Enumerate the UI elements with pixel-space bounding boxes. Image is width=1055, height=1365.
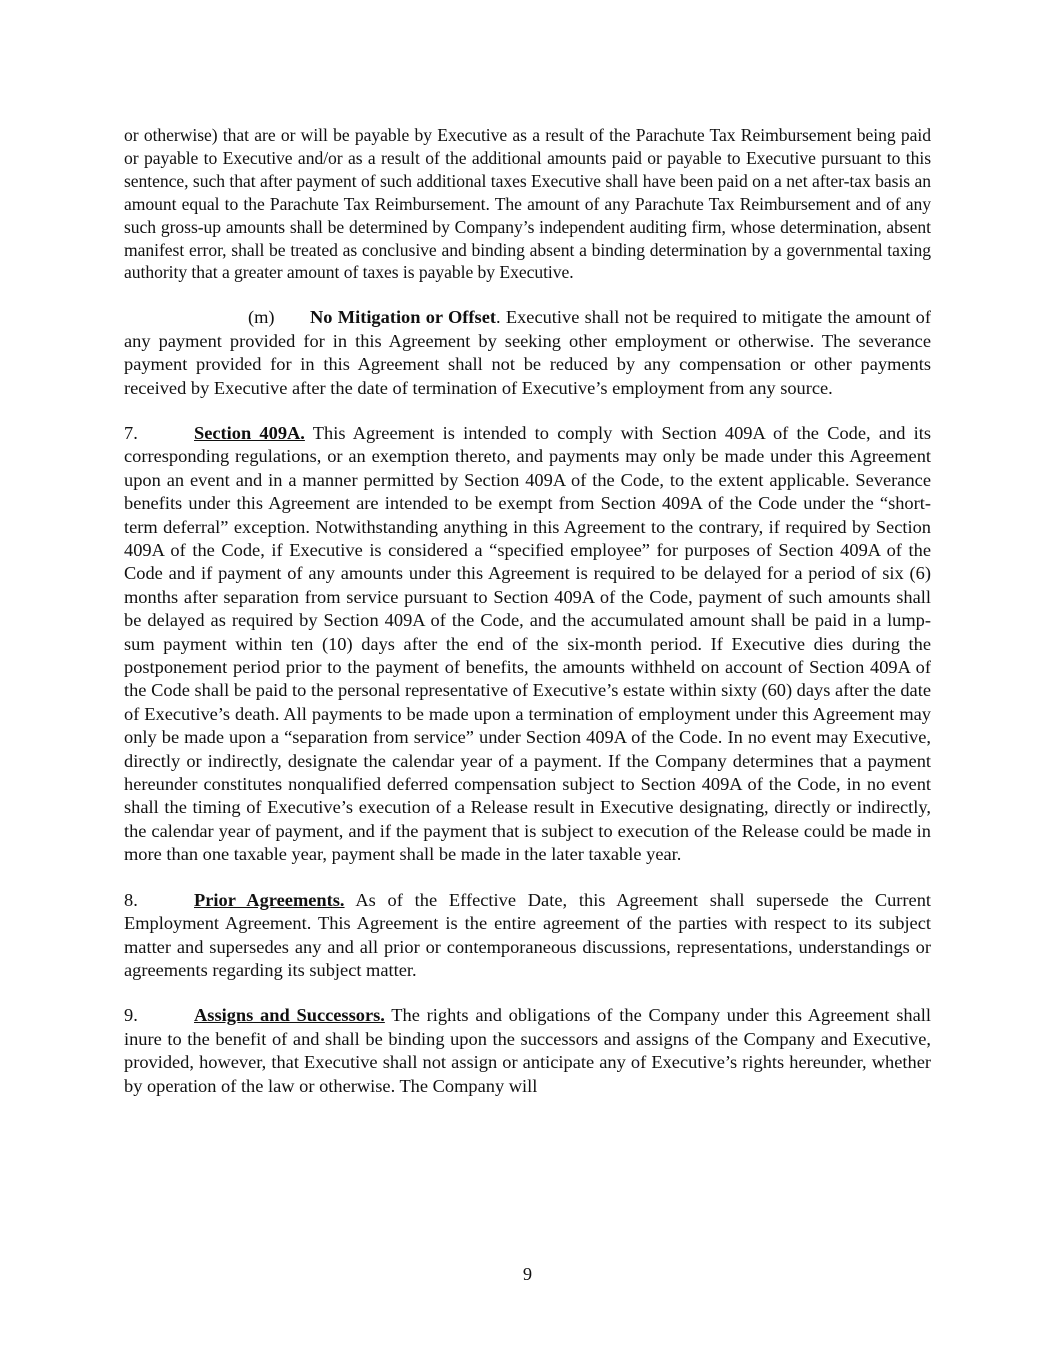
section-7-number: 7. [124, 422, 138, 443]
section-7-heading: Section 409A. [194, 422, 305, 443]
section-9-heading: Assigns and Successors. [194, 1005, 385, 1026]
section-9-number: 9. [124, 1005, 138, 1026]
section-9-text: The rights and obligations of the Company under this Agreement shall inure to the benefit of and shall be binding upon the successors and assigns of the Company and Executive, provided, however, that Executive shall not assign or anticipate any of Executive’s rights hereunder, whether by operation of the law or otherwise. The Company will [124, 1005, 931, 1096]
section-8-number: 8. [124, 889, 138, 910]
section-m-heading-punct: . [496, 307, 501, 328]
section-m-text: Executive shall not be required to mitigate the amount of any payment provided for in this Agreement by seeking other employment or otherwise. The severance payment provided for in this Agreement shall not be reduced by any compensation or other payments received by Executive after the date of termination of Executive’s employment from any source. [124, 307, 931, 398]
paragraph-continuation [124, 124, 931, 284]
continuation-text: or otherwise) that are or will be payable by Executive as a result of the Parachute Tax Reimbursement being paid or payable to Executive and/or as a result of the additional amounts paid or payable to Executive pursuant to this sentence, such that after payment of such additional taxes Executive shall have been paid on a net after-tax basis an amount equal to the Parachute Tax Reimbursement. The amount of any Parachute Tax Reimbursement and of any such gross-up amounts shall be determined by Company’s independent auditing firm, whose determination, absent manifest error, shall be treated as conclusive and binding absent a binding determination by a governmental taxing authority that a greater amount of taxes is payable by Executive. [124, 125, 931, 283]
section-9 [124, 1004, 931, 1098]
section-m [124, 306, 931, 400]
section-8 [124, 889, 931, 983]
section-7-text: This Agreement is intended to comply with Section 409A of the Code, and its corresponding regulations, or an exemption thereto, and payments may only be made under this Agreement upon an event and in a manner permitted by Section 409A of the Code, to the extent applicable. Severance benefits under this Agreement are intended to be exempt from Section 409A of the Code under the “short-term deferral” exception. Notwithstanding anything in this Agreement to the contrary, if required by Section 409A of the Code, if Executive is considered a “specified employee” for purposes of Section 409A of the Code and if payment of any amounts under this Agreement is required to be delayed for a period of six (6) months after separation from service pursuant to Section 409A of the Code, payment of such amounts shall be delayed as required by Section 409A of the Code, and the accumulated amount shall be paid in a lump-sum payment within ten (10) days after the end of the six-month period. If Executive dies during the postponement period prior to the payment of benefits, the amounts withheld on account of Section 409A of the Code shall be paid to the personal representative of Executive’s estate within sixty (60) days after the date of Executive’s death. All payments to be made upon a termination of employment under this Agreement may only be made upon a “separation from service” under Section 409A of the Code. In no event may Executive, directly or indirectly, designate the calendar year of a payment. If the Company determines that a payment hereunder constitutes nonqualified deferred compensation subject to Section 409A of the Code, in no event shall the timing of Executive’s execution of a Release result in Executive designating, directly or indirectly, the calendar year of payment, and if the payment that is subject to execution of the Release could be made in more than one taxable year, payment shall be made in the later taxable year. [124, 422, 931, 865]
page-number: 9 [522, 1264, 533, 1284]
section-m-heading: No Mitigation or Offset [310, 307, 496, 328]
section-m-label: (m) [248, 307, 275, 328]
document-page [124, 124, 931, 1098]
section-8-heading: Prior Agreements. [194, 889, 345, 910]
section-8-text: As of the Effective Date, this Agreement shall supersede the Current Employment Agreement. This Agreement is the entire agreement of the parties with respect to its subject matter and supersedes any and all prior or contemporaneous discussions, representations, understandings or agreements regarding its subject matter. [124, 889, 932, 980]
section-7 [124, 422, 931, 867]
